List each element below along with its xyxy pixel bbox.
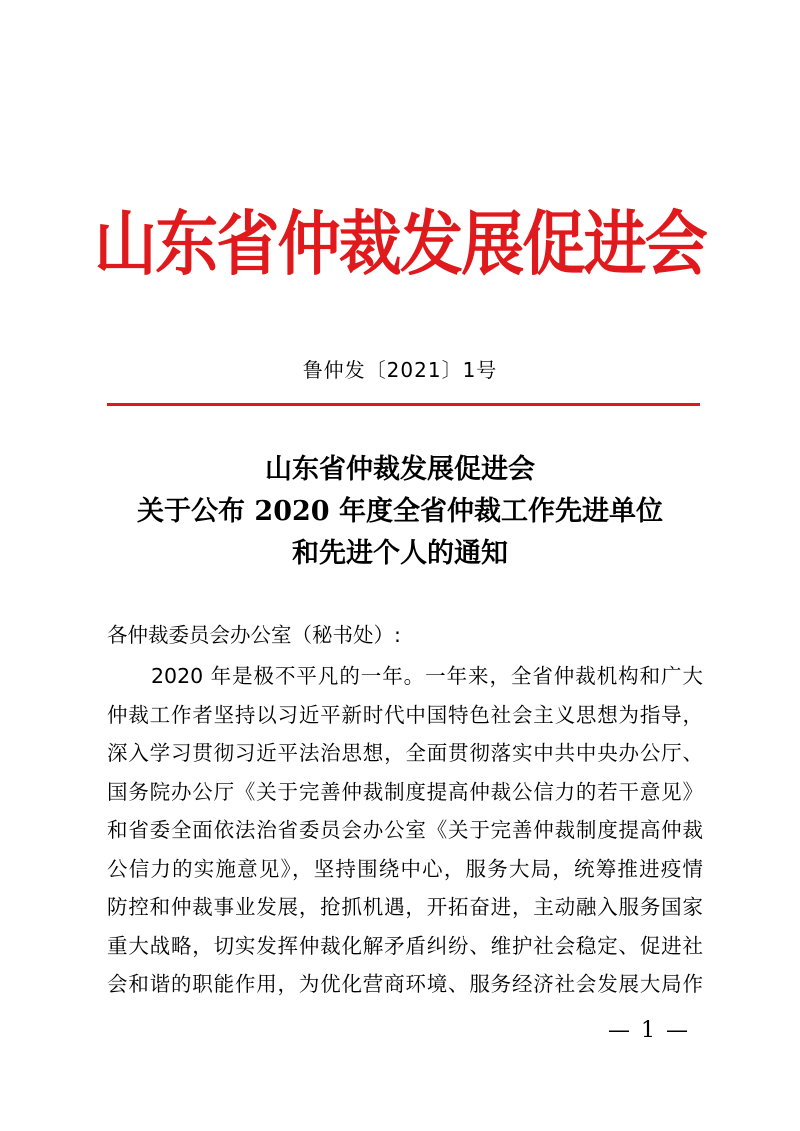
organization-header: 山东省仲裁发展促进会 bbox=[94, 202, 706, 285]
body-line: 深入学习贯彻习近平法治思想，全面贯彻落实中共中央办公厅、 bbox=[107, 741, 703, 765]
title-line: 山东省仲裁发展促进会 bbox=[265, 454, 535, 485]
body-line: 公信力的实施意见》，坚持围绕中心，服务大局，统筹推进疫情 bbox=[107, 856, 703, 881]
body-line: 2020 年是极不平凡的一年。一年来，全省仲裁机构和广大 bbox=[151, 664, 703, 688]
title-line: 和先进个人的通知 bbox=[292, 538, 508, 569]
body-line: 重大战略，切实发挥仲裁化解矛盾纠纷、维护社会稳定、促进社 bbox=[107, 933, 703, 958]
body-line: 和省委全面依法治省委员会办公室《关于完善仲裁制度提高仲裁 bbox=[107, 818, 703, 842]
title-line: 关于公布 2020 年度全省仲裁工作先进单位 bbox=[137, 496, 663, 527]
document-number: 鲁仲发〔2021〕1号 bbox=[302, 358, 498, 382]
body-text bbox=[107, 657, 703, 1004]
body-line: 国务院办公厅《关于完善仲裁制度提高仲裁公信力的若干意见》 bbox=[107, 779, 703, 804]
body-line: 会和谐的职能作用，为优化营商环境、服务经济社会发展大局作 bbox=[107, 972, 703, 996]
body-line: 仲裁工作者坚持以习近平新时代中国特色社会主义思想为指导， bbox=[107, 702, 703, 727]
notice-title bbox=[0, 449, 800, 575]
page-number: — 1 — bbox=[608, 1018, 690, 1043]
red-divider-line bbox=[107, 403, 700, 406]
body-line: 防控和仲裁事业发展，抢抓机遇，开拓奋进，主动融入服务国家 bbox=[107, 895, 703, 919]
recipient-line: 各仲裁委员会办公室（秘书处）: bbox=[107, 623, 401, 647]
